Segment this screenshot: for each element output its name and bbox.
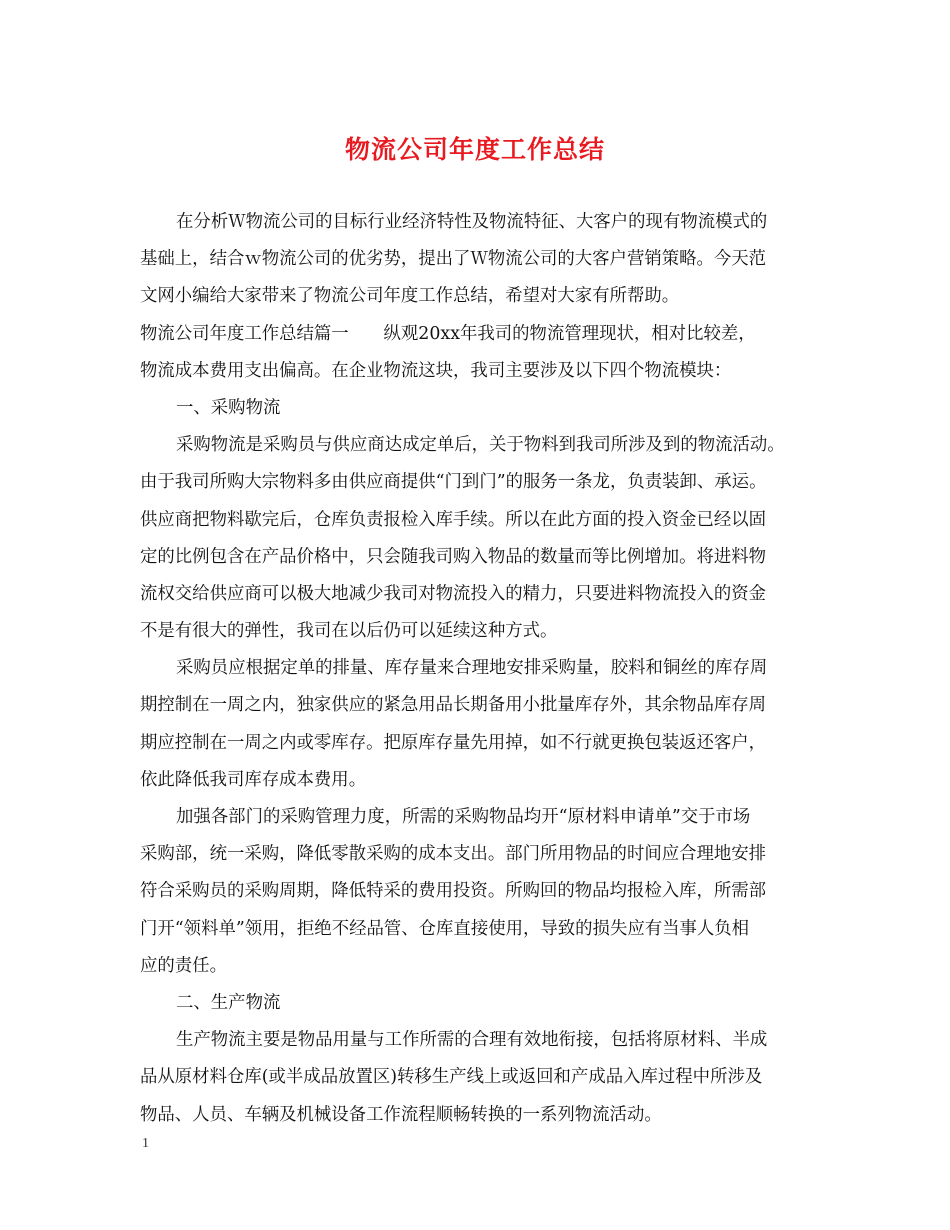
page-number: 1 [142,1136,149,1151]
paragraph-line: 采购物流是采购员与供应商达成定单后，关于物料到我司所涉及到的物流活动。 [176,435,785,456]
paragraph-line: 生产物流主要是物品用量与工作所需的合理有效地衔接，包括将原材料、半成 [176,1030,768,1051]
paragraph-line: 物流公司年度工作总结篇一 纵观20xx年我司的物流管理现状，相对比较差， [140,323,756,344]
paragraph-line: 期控制在一周之内，独家供应的紧急用品长期备用小批量库存外，其余物品库存周 [140,695,767,716]
paragraph-line: 由于我司所购大宗物料多由供应商提供“门到门”的服务一条龙，负责装卸、承运。 [140,472,767,493]
paragraph-line: 流权交给供应商可以极大地减少我司对物流投入的精力，只要进料物流投入的资金 [140,583,767,604]
section-heading: 一、采购物流 [176,397,281,418]
paragraph-line: 不是有很大的弹性，我司在以后仍可以延续这种方式。 [140,621,558,642]
paragraph-line: 在分析Ｗ物流公司的目标行业经济特性及物流特征、大客户的现有物流模式的 [176,212,768,232]
paragraph-line: 基础上，结合ｗ物流公司的优劣势，提出了Ｗ物流公司的大客户营销策略。今天范 [140,249,767,270]
paragraph-line: 符合采购员的采购周期，降低特采的费用投资。所购回的物品均报检入库，所需部 [140,881,767,902]
paragraph-line: 物流成本费用支出偏高。在企业物流这块，我司主要涉及以下四个物流模块： [140,360,732,381]
paragraph-line: 期应控制在一周之内或零库存。把原库存量先用掉，如不行就更换包装返还客户， [140,732,767,753]
document-title: 物流公司年度工作总结 [344,135,605,164]
paragraph-line: 品从原材料仓库(或半成品放置区)转移生产线上或返回和产成品入库过程中所涉及 [140,1067,763,1088]
paragraph-line: 供应商把物料歇完后，仓库负责报检入库手续。所以在此方面的投入资金已经以固 [140,509,767,530]
paragraph-line: 门开“领料单”领用，拒绝不经品管、仓库直接使用，导致的损失应有当事人负相 [140,918,750,939]
paragraph-line: 文网小编给大家带来了物流公司年度工作总结，希望对大家有所帮助。 [140,286,680,307]
paragraph-line: 加强各部门的采购管理力度，所需的采购物品均开“原材料申请单”交于市场 [176,807,751,827]
paragraph-line: 采购员应根据定单的排量、库存量来合理地安排采购量，胶料和铜丝的库存周 [176,658,768,679]
section-heading: 二、生产物流 [176,992,281,1013]
document-body [140,204,820,1134]
paragraph-line: 依此降低我司库存成本费用。 [140,769,367,790]
paragraph-line: 采购部，统一采购，降低零散采购的成本支出。部门所用物品的时间应合理地安排 [140,844,767,865]
paragraph-line: 应的责任。 [140,955,227,976]
paragraph-line: 定的比例包含在产品价格中，只会随我司购入物品的数量而等比例增加。将进料物 [140,546,767,567]
paragraph-line: 物品、人员、车辆及机械设备工作流程顺畅转换的一系列物流活动。 [140,1104,662,1125]
